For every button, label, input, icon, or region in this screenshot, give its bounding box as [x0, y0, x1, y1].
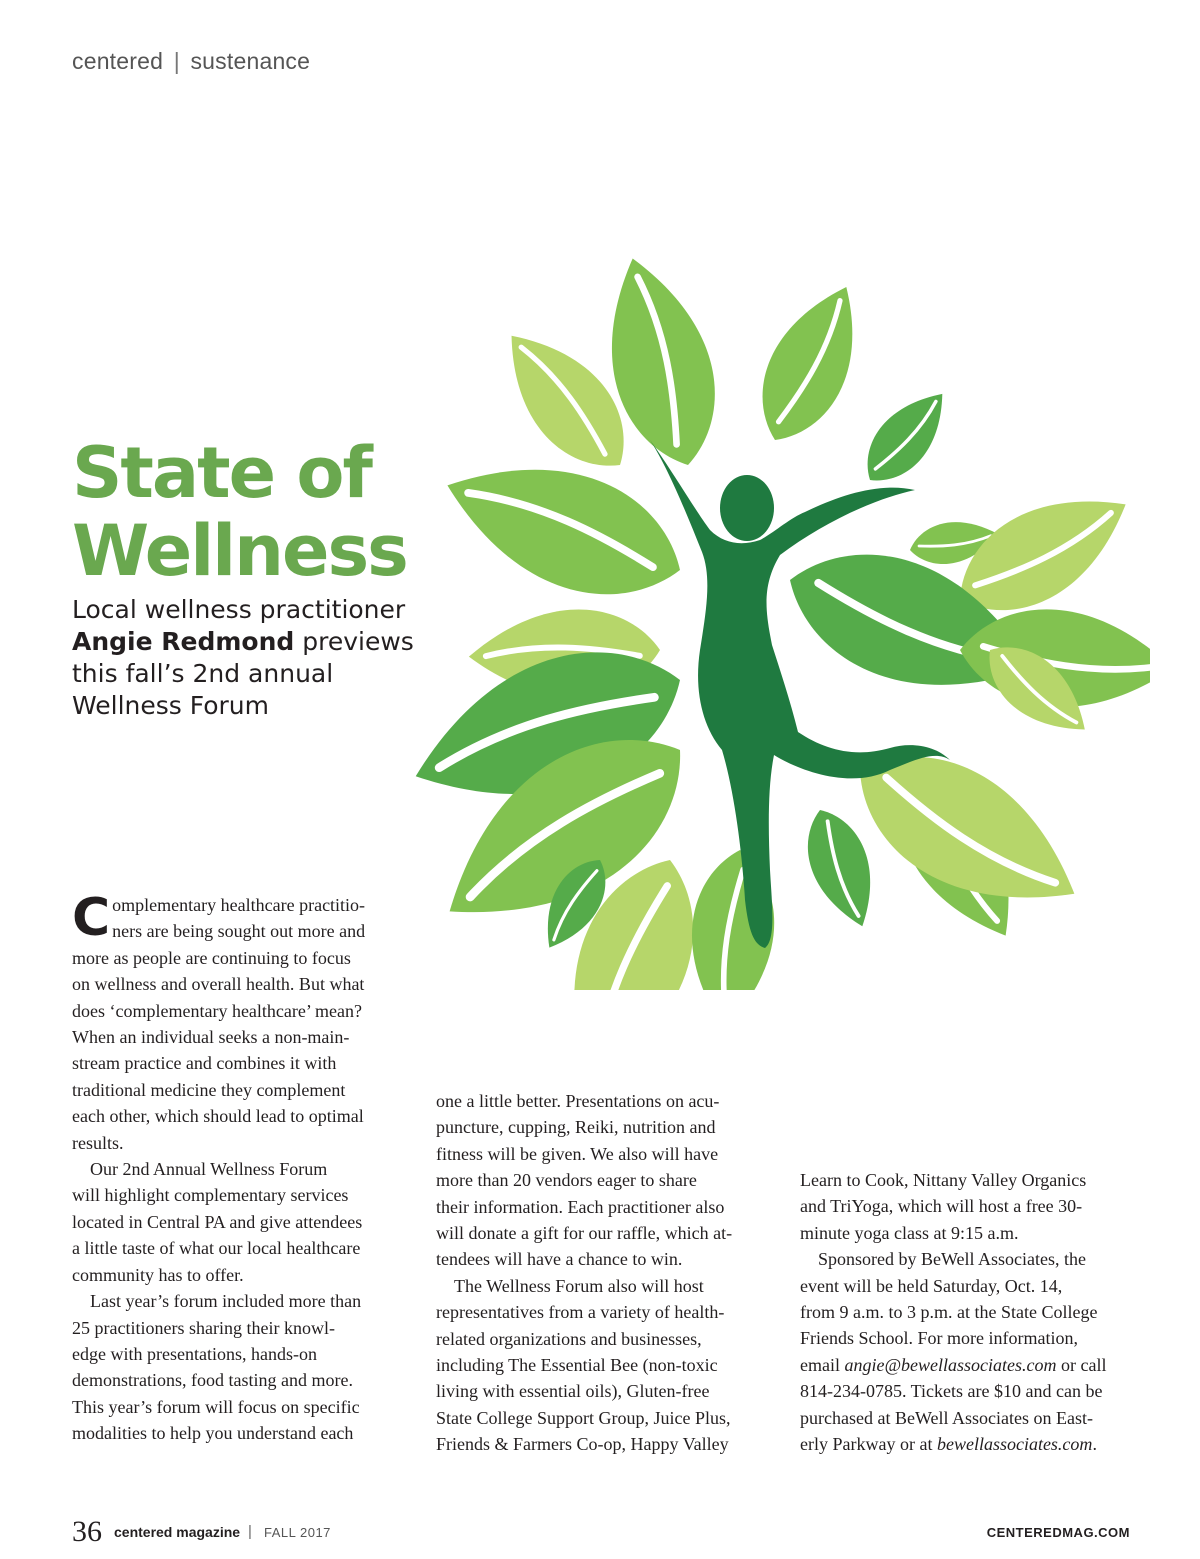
- text-line: [800, 1352, 1130, 1378]
- deck-line: Wellness Forum: [72, 691, 270, 720]
- body-paragraph: [436, 1273, 766, 1458]
- text-line: When an individual seeks a non-main-: [72, 1027, 350, 1048]
- drop-cap: C: [72, 888, 111, 948]
- title-line: Wellness: [72, 510, 407, 592]
- text-line: more than 20 vendors eager to share: [436, 1170, 697, 1191]
- text-line: Friends & Farmers Co-op, Happy Valley: [436, 1434, 729, 1455]
- text-line: The Wellness Forum also will host: [454, 1275, 704, 1296]
- text-line: from 9 a.m. to 3 p.m. at the State College: [800, 1302, 1098, 1323]
- magazine-name: centered magazine: [114, 1524, 241, 1540]
- text-line: omplementary healthcare practitio-: [112, 895, 366, 915]
- body-paragraph: [72, 1288, 402, 1446]
- issue-label: FALL 2017: [264, 1525, 331, 1540]
- body-paragraph: [72, 888, 402, 1156]
- text-line: will highlight complementary services: [72, 1185, 349, 1206]
- article-title: [72, 434, 407, 590]
- body-column-2: [436, 1088, 766, 1458]
- body-paragraph: [800, 1246, 1130, 1457]
- text-line: community has to offer.: [72, 1264, 244, 1285]
- text-line: ners are being sought out more and: [112, 921, 366, 942]
- dancing-figure: [650, 440, 950, 948]
- email-address: angie@bewellassociates.com: [844, 1354, 1057, 1375]
- text-line: and TriYoga, which will host a free 30-: [800, 1196, 1083, 1217]
- text-line: results.: [72, 1132, 124, 1153]
- text-fragment: email: [800, 1354, 845, 1375]
- text-line: demonstrations, food tasting and more.: [72, 1370, 353, 1391]
- text-line: on wellness and overall health. But what: [72, 974, 365, 995]
- website-url: bewellassociates.com: [936, 1434, 1093, 1455]
- text-line: State College Support Group, Juice Plus,: [436, 1407, 731, 1428]
- author-name: Angie Redmond: [72, 627, 295, 656]
- body-paragraph: [436, 1088, 766, 1273]
- text-line: one a little better. Presentations on acu-: [436, 1091, 720, 1111]
- page-number: 36: [72, 1515, 102, 1548]
- body-paragraph: [800, 1167, 1130, 1246]
- deck-line: this fall’s 2nd annual: [72, 659, 334, 688]
- body-column-1: [72, 888, 402, 1447]
- text-line: stream practice and combines it with: [72, 1053, 337, 1074]
- text-line: Friends School. For more information,: [800, 1328, 1078, 1349]
- text-line: does ‘complementary healthcare’ mean?: [72, 1000, 363, 1021]
- text-line: [800, 1431, 1130, 1457]
- text-line: Sponsored by BeWell Associates, the: [818, 1249, 1087, 1270]
- text-line: Learn to Cook, Nittany Valley Organics: [800, 1170, 1087, 1190]
- section-kicker: [72, 48, 310, 75]
- text-line: their information. Each practitioner also: [436, 1196, 725, 1217]
- title-line: State of: [72, 432, 371, 514]
- section-label: centered: [72, 48, 164, 74]
- text-fragment: or call: [1056, 1354, 1107, 1375]
- body-paragraph: [72, 1156, 402, 1288]
- text-line: minute yoga class at 9:15 a.m.: [800, 1222, 1019, 1243]
- text-line: 25 practitioners sharing their knowl-: [72, 1317, 335, 1338]
- text-line: 814-234-0785. Tickets are $10 and can be: [800, 1381, 1103, 1402]
- text-line: each other, which should lead to optimal: [72, 1106, 364, 1127]
- text-line: will donate a gift for our raffle, which at-: [436, 1223, 733, 1244]
- text-line: fitness will be given. We also will have: [436, 1143, 719, 1164]
- text-line: puncture, cupping, Reiki, nutrition and: [436, 1117, 716, 1138]
- text-line: modalities to help you understand each: [72, 1423, 354, 1444]
- page-footer: [72, 1514, 1130, 1554]
- subsection-label: sustenance: [190, 48, 311, 74]
- wellness-figure-leaves-icon: [350, 250, 1150, 990]
- text-line: traditional medicine they complement: [72, 1079, 346, 1100]
- deck-line: Local wellness practitioner: [72, 595, 406, 624]
- text-line: purchased at BeWell Associates on East-: [800, 1407, 1093, 1428]
- text-fragment: erly Parkway or at: [800, 1434, 937, 1455]
- text-line: more as people are continuing to focus: [72, 947, 351, 968]
- text-line: related organizations and businesses,: [436, 1328, 702, 1349]
- text-line: located in Central PA and give attendees: [72, 1211, 363, 1232]
- text-line: representatives from a variety of health-: [436, 1302, 725, 1323]
- text-line: event will be held Saturday, Oct. 14,: [800, 1275, 1063, 1296]
- text-line: edge with presentations, hands-on: [72, 1343, 317, 1364]
- text-line: living with essential oils), Gluten-free: [436, 1381, 710, 1402]
- kicker-separator: |: [173, 48, 180, 74]
- leaf-group: [394, 250, 1150, 990]
- text-fragment: .: [1092, 1434, 1097, 1455]
- article-deck: [72, 594, 414, 722]
- footer-separator: |: [248, 1523, 252, 1540]
- text-line: including The Essential Bee (non-toxic: [436, 1355, 718, 1376]
- text-line: Our 2nd Annual Wellness Forum: [90, 1159, 328, 1180]
- footer-website: CENTEREDMAG.COM: [986, 1525, 1130, 1540]
- deck-line: [72, 626, 414, 658]
- text-line: a little taste of what our local healthcare: [72, 1238, 361, 1259]
- deck-text: previews: [294, 627, 414, 656]
- text-line: tendees will have a chance to win.: [436, 1249, 683, 1270]
- text-line: Last year’s forum included more than: [90, 1291, 362, 1312]
- text-line: This year’s forum will focus on specific: [72, 1396, 360, 1417]
- body-column-3: [800, 1167, 1130, 1457]
